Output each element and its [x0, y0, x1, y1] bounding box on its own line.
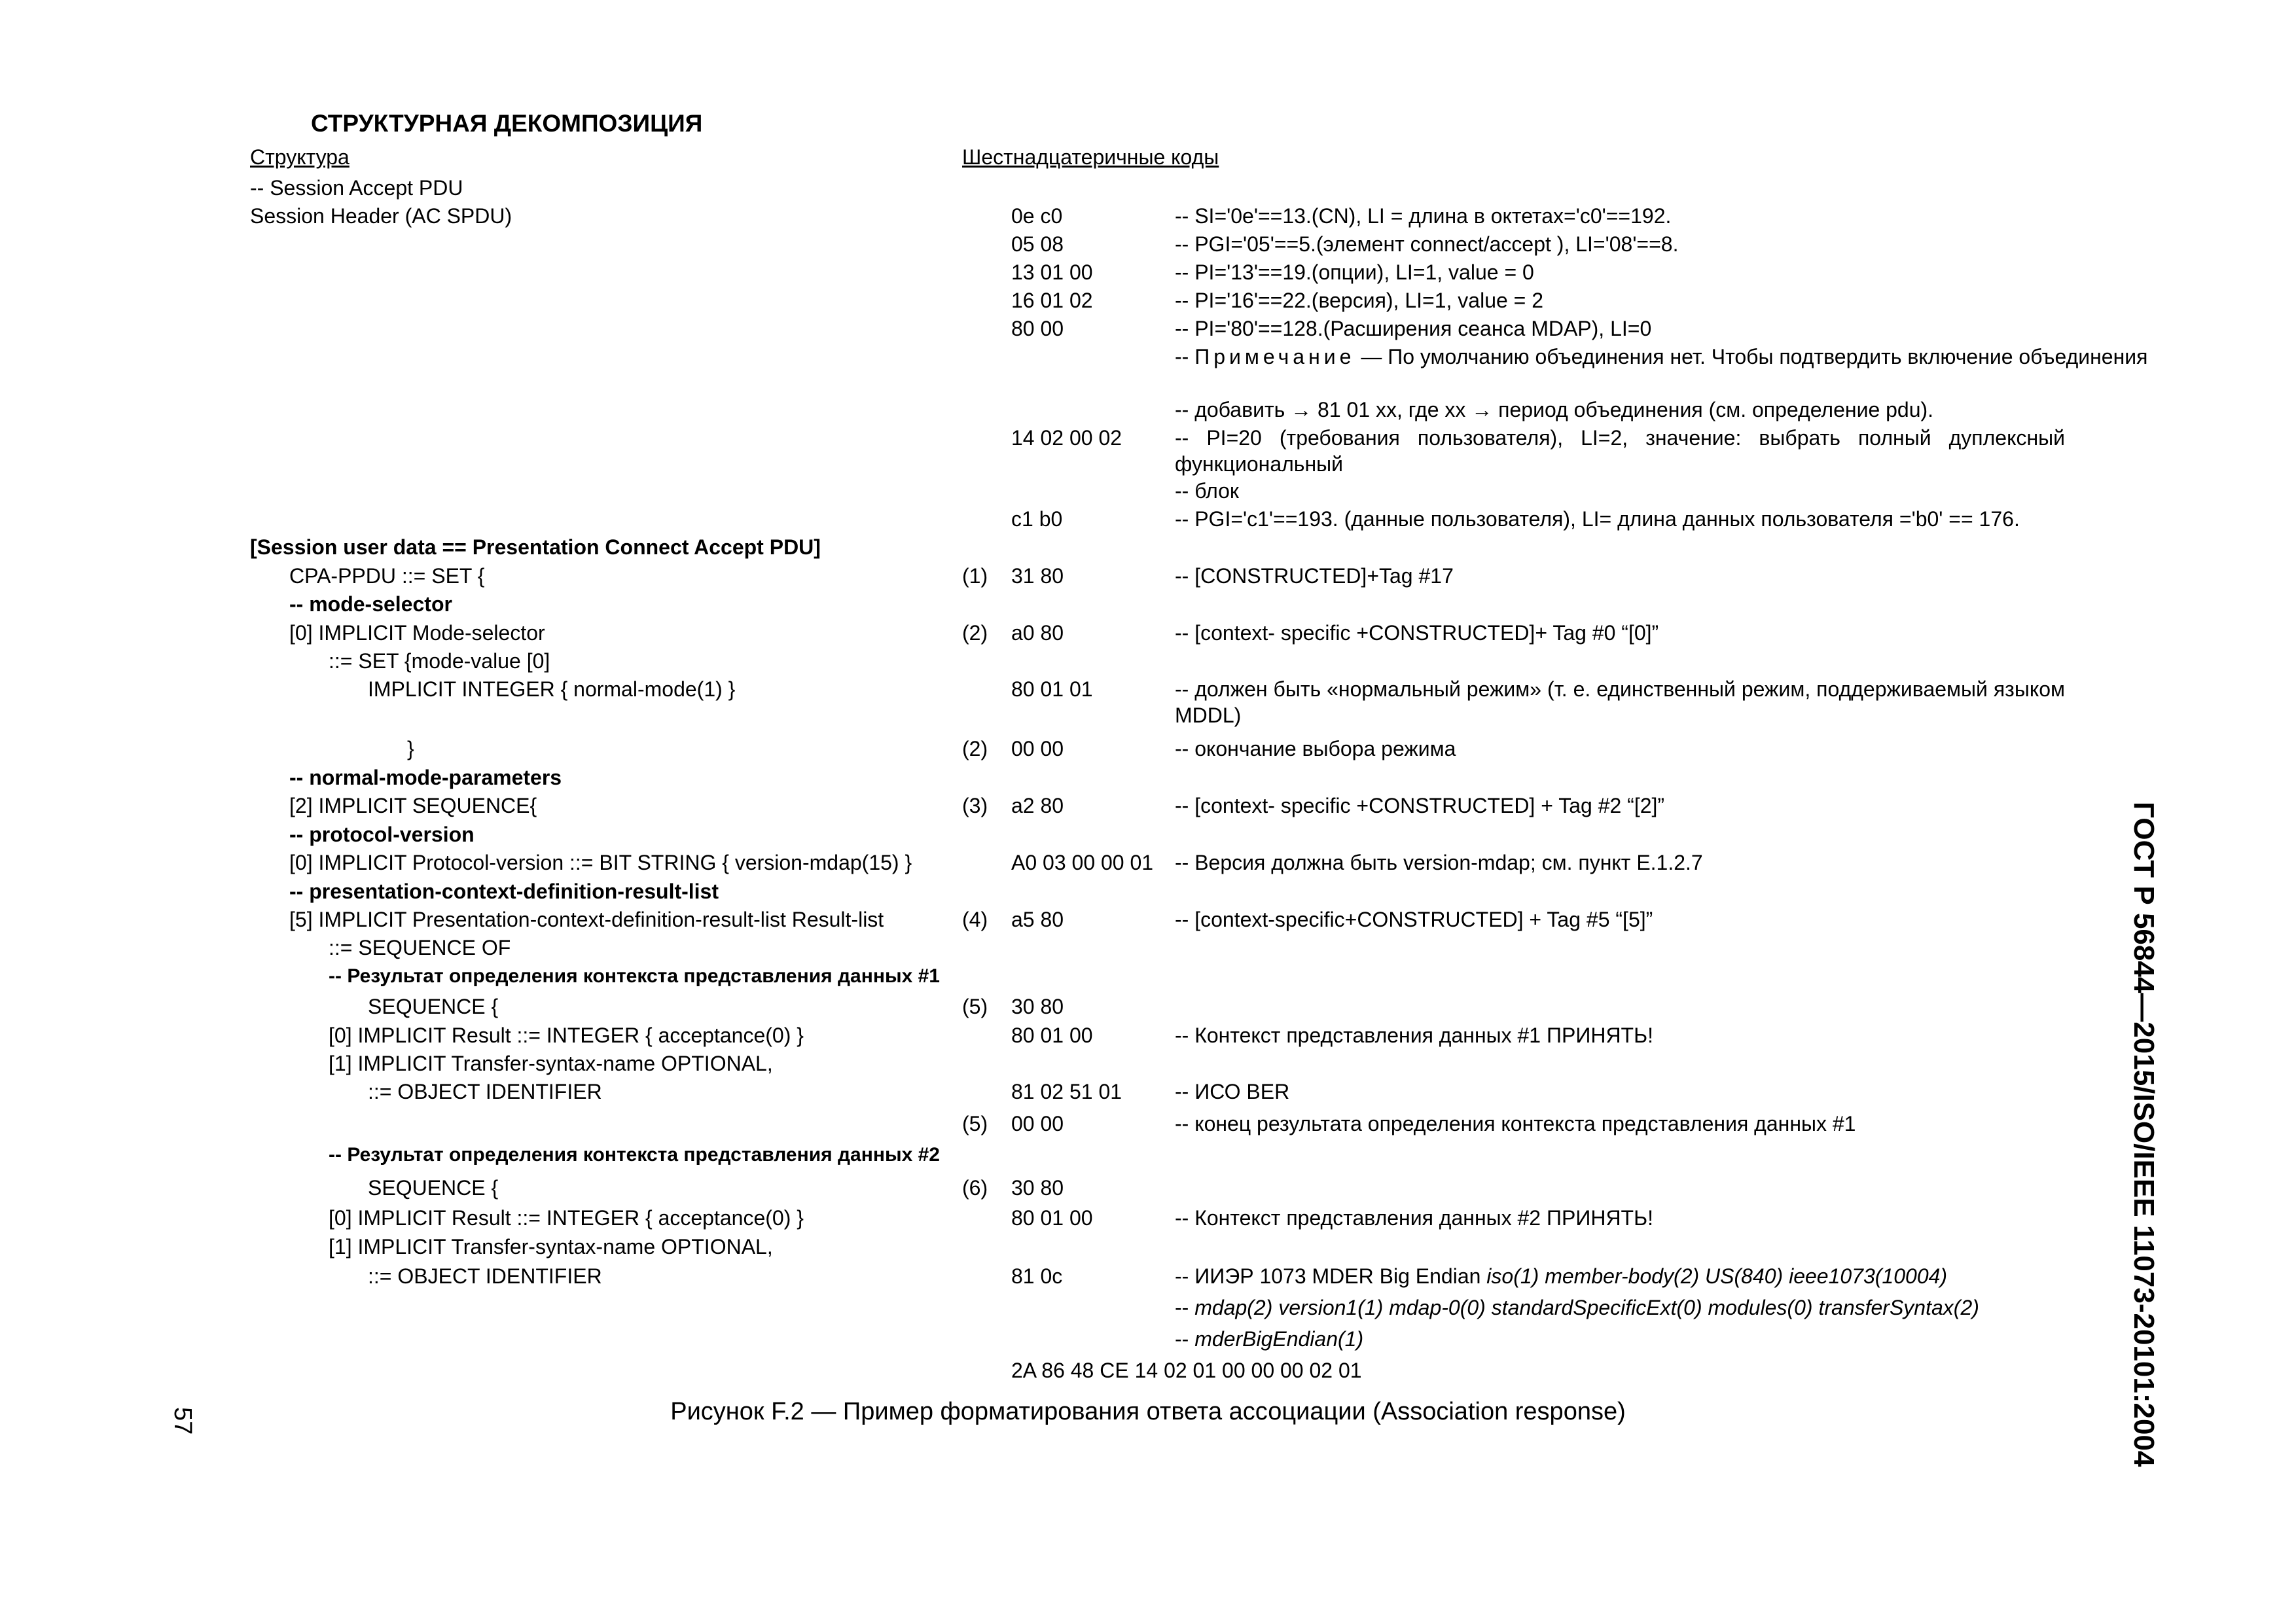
structure-text: -- protocol-version	[289, 823, 475, 846]
structure-column-header: Структура	[250, 145, 350, 169]
ref-number: (5)	[962, 1112, 988, 1135]
standard-designation: ГОСТ Р 56844—2015/ISO/IEEE 11073-20101:2004	[2128, 802, 2160, 1467]
ref-number: (5)	[962, 995, 988, 1018]
comment-text: -- добавить → 81 01 xx, где xx → период объединения (см. определение pdu).	[1175, 398, 1934, 421]
structure-text: [5] IMPLICIT Presentation-context-definition-result-list Result-list	[289, 908, 884, 931]
comment-text: -- блок	[1175, 479, 1239, 503]
hex-code: 14 02 00 02	[1011, 426, 1122, 450]
comment-text	[1175, 1294, 2091, 1321]
structure-text: [0] IMPLICIT Result ::= INTEGER { acceptance(0) }	[329, 1024, 804, 1047]
hex-code: 80 01 00	[1011, 1206, 1093, 1230]
hex-code: 80 01 01	[1011, 677, 1093, 701]
hex-code: 13 01 00	[1011, 260, 1093, 284]
oid-text: iso(1) member-body(2) US(840) ieee1073(10004)	[1486, 1264, 1948, 1288]
hex-code: 81 02 51 01	[1011, 1080, 1122, 1103]
ref-number: (2)	[962, 737, 988, 760]
hex-code: a2 80	[1011, 794, 1064, 817]
structure-text: -- Результат определения контекста представления данных #2	[329, 1144, 940, 1166]
hex-code: c1 b0	[1011, 507, 1063, 531]
hex-code: 80 00	[1011, 317, 1064, 340]
hex-code: 05 08	[1011, 232, 1064, 256]
structure-text: [1] IMPLICIT Transfer-syntax-name OPTIONAL,	[329, 1235, 773, 1258]
oid-text: mderBigEndian(1)	[1194, 1327, 1364, 1351]
structure-text: [0] IMPLICIT Mode-selector	[289, 621, 545, 645]
comment-text: -- конец результата определения контекста представления данных #1	[1175, 1112, 1856, 1135]
oid-text: mdap(2) version1(1) mdap-0(0) standardSpecificExt(0) modules(0) transferSyntax(2)	[1194, 1296, 1979, 1319]
structure-text: [0] IMPLICIT Protocol-version ::= BIT STRING { version-mdap(15) }	[289, 851, 912, 874]
structure-text: [Session user data == Presentation Connect Accept PDU]	[250, 535, 821, 559]
comment-text: -- [context- specific +CONSTRUCTED] + Tag #2 “[2]”	[1175, 794, 1665, 817]
structure-text: IMPLICIT INTEGER { normal-mode(1) }	[368, 677, 736, 701]
comment-prefix: --	[1175, 1296, 1195, 1319]
structure-text: -- normal-mode-parameters	[289, 766, 562, 789]
comment-text	[1175, 1326, 2065, 1352]
hex-code: 00 00	[1011, 1112, 1064, 1135]
hex-code: 30 80	[1011, 1176, 1064, 1200]
hex-code: 2A 86 48 CE 14 02 01 00 00 00 02 01	[1011, 1359, 1362, 1382]
comment-text: -- [context- specific +CONSTRUCTED]+ Tag #0 “[0]”	[1175, 621, 1659, 645]
hex-code: 00 00	[1011, 737, 1064, 760]
structure-text: -- Session Accept PDU	[250, 176, 463, 200]
hex-code: 30 80	[1011, 995, 1064, 1018]
comment-prefix: --	[1175, 1327, 1195, 1351]
comment-text: -- окончание выбора режима	[1175, 737, 1456, 760]
structure-text: [1] IMPLICIT Transfer-syntax-name OPTIONAL,	[329, 1052, 773, 1075]
structure-text: }	[407, 737, 414, 760]
hex-code: 31 80	[1011, 564, 1064, 588]
comment-text: -- [context-specific+CONSTRUCTED] + Tag #5 “[5]”	[1175, 908, 1653, 931]
structure-text: [2] IMPLICIT SEQUENCE{	[289, 794, 537, 817]
page-number: 57	[169, 1407, 196, 1435]
structure-text: ::= SEQUENCE OF	[329, 936, 511, 959]
figure-caption: Рисунок F.2 — Пример форматирования ответа ассоциации (Association response)	[670, 1398, 1626, 1425]
hex-column-header: Шестнадцатеричные коды	[962, 145, 1219, 169]
comment-text: -- PGI='05'==5.(элемент connect/accept ), LI='08'==8.	[1175, 232, 1679, 256]
structure-text: Session Header (AC SPDU)	[250, 204, 512, 228]
structure-text: SEQUENCE {	[368, 995, 499, 1018]
comment-text: -- PI=20 (требования пользователя), LI=2, значение: выбрать полный дуплексный функциональный	[1175, 426, 2065, 476]
comment-prefix: -- ИИЭР 1073 MDER Big Endian	[1175, 1264, 1487, 1288]
structure-text: [0] IMPLICIT Result ::= INTEGER { acceptance(0) }	[329, 1206, 804, 1230]
comment-text: -- Контекст представления данных #1 ПРИНЯТЬ!	[1175, 1024, 1653, 1047]
comment-text: -- PI='80'==128.(Расширения сеанса MDAP), LI=0	[1175, 317, 1652, 340]
hex-code: 0e c0	[1011, 204, 1063, 228]
comment-text: -- должен быть «нормальный режим» (т. е. единственный режим, поддерживаемый языком MDDL)	[1175, 677, 2065, 727]
comment-text: -- PI='16'==22.(версия), LI=1, value = 2	[1175, 289, 1544, 312]
page-title: СТРУКТУРНАЯ ДЕКОМПОЗИЦИЯ	[311, 110, 703, 137]
ref-number: (1)	[962, 564, 988, 588]
note-text	[1175, 344, 2148, 370]
comment-text: -- PGI='c1'==193. (данные пользователя), LI= длина данных пользователя ='b0' == 176.	[1175, 507, 2020, 531]
structure-text: ::= OBJECT IDENTIFIER	[368, 1264, 602, 1288]
comment-text: -- Версия должна быть version-mdap; см. пункт Е.1.2.7	[1175, 851, 1703, 874]
structure-text: ::= OBJECT IDENTIFIER	[368, 1080, 602, 1103]
structure-text: -- Результат определения контекста представления данных #1	[329, 965, 940, 987]
hex-code: A0 03 00 00 01	[1011, 851, 1154, 874]
comment-text	[1175, 1263, 2065, 1289]
comment-text: -- [CONSTRUCTED]+Tag #17	[1175, 564, 1454, 588]
hex-code: a5 80	[1011, 908, 1064, 931]
note-prefix: --	[1175, 345, 1195, 368]
structure-text: CPA-PPDU ::= SET {	[289, 564, 485, 588]
comment-text: -- SI='0e'==13.(CN), LI = длина в октетах='c0'==192.	[1175, 204, 1672, 228]
hex-code: 81 0c	[1011, 1264, 1063, 1288]
note-label: Примечание	[1194, 345, 1355, 368]
hex-code: a0 80	[1011, 621, 1064, 645]
ref-number: (4)	[962, 908, 988, 931]
comment-text: -- Контекст представления данных #2 ПРИНЯТЬ!	[1175, 1206, 1653, 1230]
ref-number: (6)	[962, 1176, 988, 1200]
note-body: — По умолчанию объединения нет. Чтобы подтвердить включение объединения	[1355, 345, 2148, 368]
structure-text: SEQUENCE {	[368, 1176, 499, 1200]
ref-number: (2)	[962, 621, 988, 645]
comment-text: -- PI='13'==19.(опции), LI=1, value = 0	[1175, 260, 1534, 284]
hex-code: 16 01 02	[1011, 289, 1093, 312]
ref-number: (3)	[962, 794, 988, 817]
comment-text: -- ИСО BER	[1175, 1080, 1290, 1103]
structure-text: -- mode-selector	[289, 592, 452, 616]
structure-text: -- presentation-context-definition-result-list	[289, 880, 719, 903]
hex-code: 80 01 00	[1011, 1024, 1093, 1047]
structure-text: ::= SET {mode-value [0]	[329, 649, 550, 673]
